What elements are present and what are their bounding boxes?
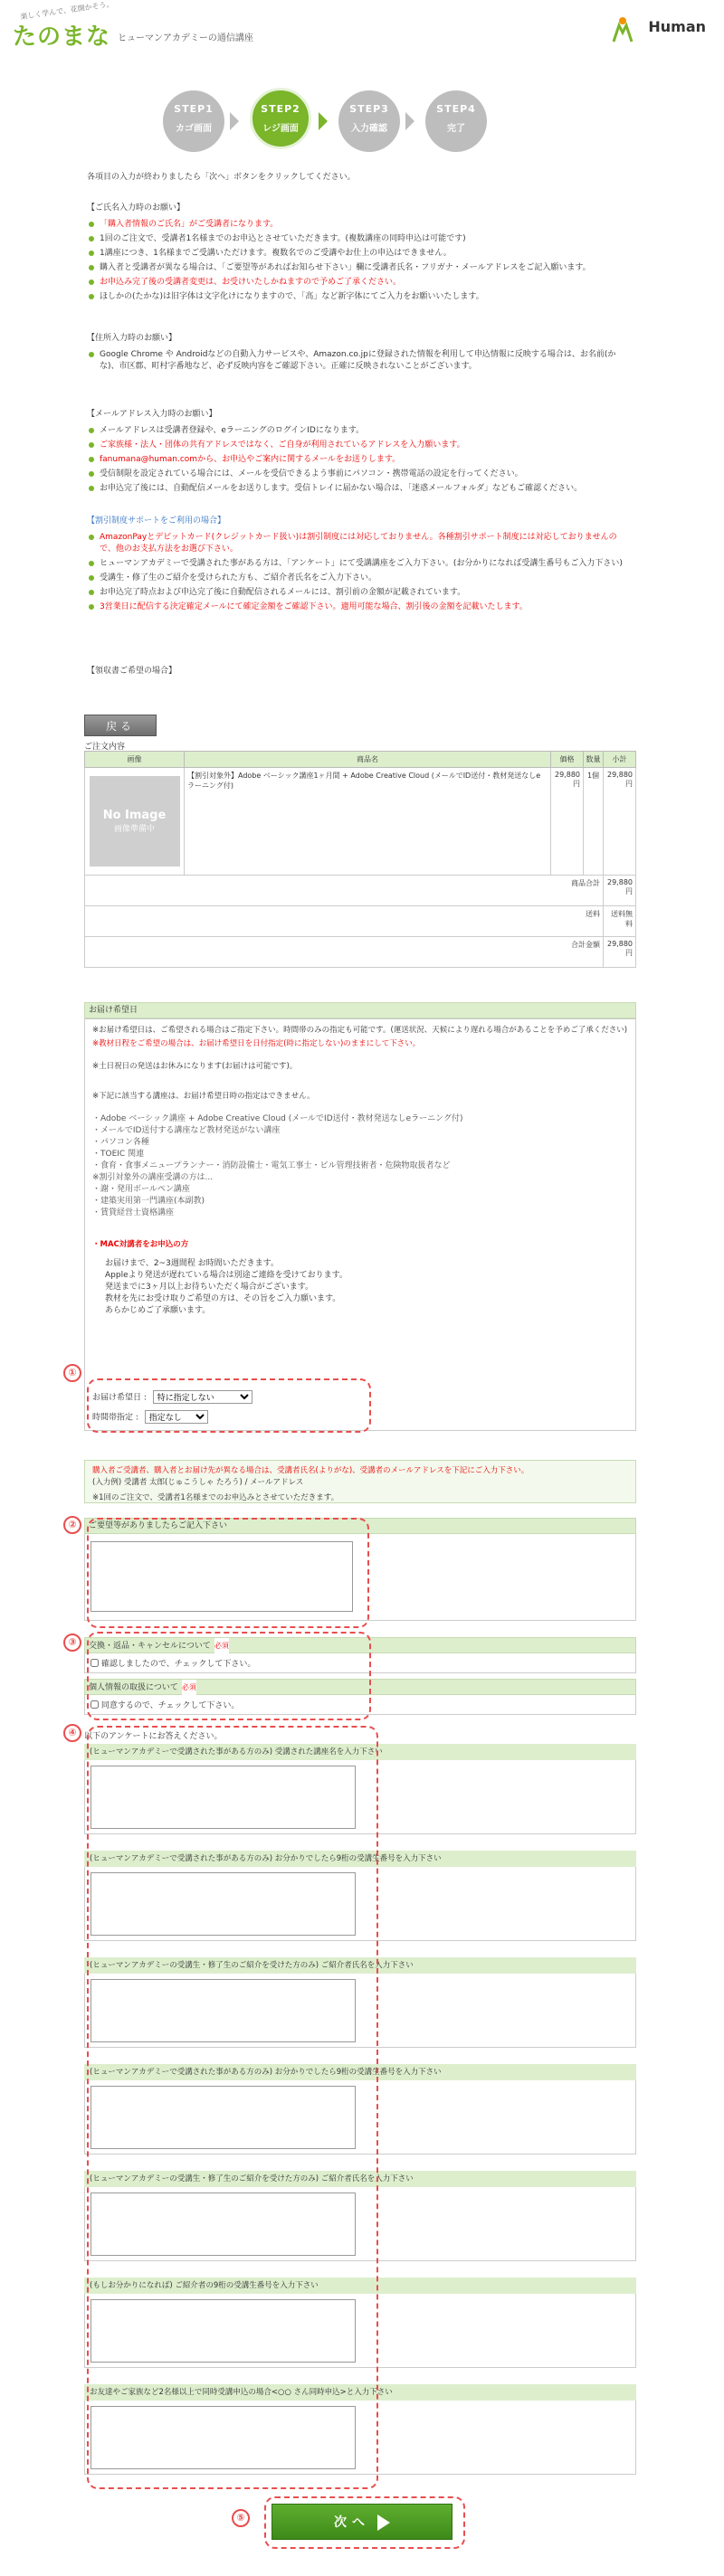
list-item: ・TOEIC 関連 bbox=[92, 1150, 145, 1159]
survey-intro: 以下のアンケートにお答えください。 bbox=[84, 1732, 223, 1741]
highlight-4 bbox=[87, 1726, 378, 2489]
table-row bbox=[85, 768, 636, 876]
buyer-notice-2: (入力例) 受講者 太郎(じゅこうしゃ たろう) / メールアドレス bbox=[92, 1478, 304, 1487]
consent-cancel-text: 確認しましたので、チェックして下さい。 bbox=[100, 1660, 256, 1669]
col-price: 価格 bbox=[551, 752, 584, 768]
no-image-placeholder: No Image 画像準備中 bbox=[90, 776, 180, 867]
step-1: STEP1 カゴ画面 bbox=[163, 90, 224, 152]
orders-label: ご注文内容 bbox=[84, 743, 126, 752]
product-image-cell bbox=[85, 768, 185, 876]
note-item: 受信制限を設定されている場合には、メールを受信できるよう事前にパソコン・携帯電話の設定を行ってください。 bbox=[87, 469, 630, 480]
survey-question-7: お友達やご家族など2名様以上で同時受講申込の場合<○○ さん同時申込>と入力下さい bbox=[84, 2384, 636, 2401]
list-item: あらかじめご了承願います。 bbox=[105, 1306, 211, 1315]
list-item: ・Adobe ベーシック講座 + Adobe Creative Cloud (メールでID送付・教材発送なしeラーニング付) bbox=[92, 1114, 463, 1123]
list-item: ・食育・食事メニュープランナー・消防設備士・電気工事士・ビル管理技術者・危険物取扱者など bbox=[92, 1161, 451, 1170]
delivery-time-row: 時間帯指定 : 指定なし bbox=[92, 1410, 208, 1424]
delivery-exclusion-list bbox=[92, 1113, 628, 1219]
next-button[interactable]: 次へ bbox=[272, 2504, 452, 2540]
grand-total-row bbox=[85, 937, 636, 968]
note-item: ヒューマンアカデミーで受講された事がある方は、「アンケート」にて受講講座をご入力下さい。(お分かりになれば受講生番号もご入力下さい) bbox=[87, 558, 630, 570]
lead-text: 各項目の入力が終わりましたら「次へ」ボタンをクリックしてください。 bbox=[87, 173, 356, 182]
note-item: AmazonPayとデビットカード(クレジットカード扱い)は割引制度には対応しておりません。各種割引サポート制度には対応しておりませんので、他のお支払方法をお選び下さい。 bbox=[87, 532, 630, 555]
product-subtotal: 29,880円 bbox=[604, 768, 636, 876]
step-4: STEP4 完了 bbox=[425, 90, 487, 152]
note-item: ほしかの(たかな)は旧字体は文字化けになりますので、「高」など新字体にてご入力をお願いいたします。 bbox=[87, 291, 630, 303]
note-item: 1回のご注文で、受講者1名様までのお申込とさせていただきます。(複数講座の同時申込は可能です) bbox=[87, 233, 630, 245]
survey-question-6: (もしお分かりになれば) ご紹介者の9桁の受講生番号を入力下さい bbox=[84, 2278, 636, 2294]
delivery-note-2: ※教材日程をご希望の場合は、お届け希望日を日付指定(時に指定しない)のままにして下さい。 bbox=[92, 1039, 421, 1048]
mac-title: ・MAC対講者をお申込の方 bbox=[92, 1240, 189, 1249]
survey-question-5: (ヒューマンアカデミーの受講生・修了生のご紹介を受けた方のみ) ご紹介者氏名を入力下さい bbox=[84, 2171, 636, 2187]
step-arrow bbox=[405, 112, 414, 130]
step-arrow bbox=[319, 112, 328, 130]
note-item: 「購入者情報のご氏名」がご受講者になります。 bbox=[87, 219, 630, 231]
list-item: ・パソコン各種 bbox=[92, 1138, 149, 1147]
survey-question-1: (ヒューマンアカデミーで受講された事がある方のみ) 受講された講座名を入力下さい bbox=[84, 1744, 636, 1760]
note-item: 購入者と受講者が異なる場合は、「ご要望等があればお知らせ下さい」欄に受講者氏名・フリガナ・メールアドレスをご記入願います。 bbox=[87, 262, 630, 274]
back-button[interactable]: 戻る bbox=[84, 715, 157, 736]
section-address-notes: 【住所入力時のお願い】 Google Chrome や Androidなどの自動入力サービスや、Amazon.co.jpに登録された情報を利用して申込情報に反映する場合は、お名前(かな)、市区郡、町村字番地など、必ず反映内容をご確認下さい。正確に反映されないことがございます。 bbox=[87, 331, 630, 375]
list-item: ・賃貸経営士資格講座 bbox=[92, 1208, 175, 1217]
survey-question-4: (ヒューマンアカデミーで受講された事がある方のみ) お分かりでしたら9桁の受講生番号を入力下さい bbox=[84, 2064, 636, 2080]
shipping-label: 送料 bbox=[85, 906, 604, 937]
list-item: ※割引対象外の講座受講の方は... bbox=[92, 1173, 214, 1182]
list-item: 発送までに3ヶ月以上お待ちいただく場合がございます。 bbox=[105, 1283, 314, 1292]
highlight-5 bbox=[264, 2496, 465, 2549]
list-item: ・建築実用第一門講座(本副教) bbox=[92, 1197, 205, 1206]
marker-2: ② bbox=[63, 1516, 81, 1534]
note-item: fanumana@human.comから、お申込やご案内に関するメールをお送りします。 bbox=[87, 454, 630, 466]
step-indicator bbox=[163, 90, 543, 145]
note-item: お申込完了時点および申込完了後に自動配信されるメールには、割引前の金額が記載されています。 bbox=[87, 587, 630, 599]
highlight-2 bbox=[87, 1518, 369, 1628]
site-header bbox=[0, 0, 724, 63]
buyer-notice-3: ※1回のご注文で、受講者1名様までのお申込みとさせていただきます。 bbox=[92, 1493, 339, 1502]
buyer-notice-1: 購入者ご受講者、購入者とお届け先が異なる場合は、受講者氏名(よりがな)、受講者のメールアドレスを下記にご入力下さい。 bbox=[92, 1466, 529, 1475]
col-image: 画像 bbox=[85, 752, 185, 768]
logo-subtitle: ヒューマンアカデミーの通信講座 bbox=[118, 33, 253, 43]
col-qty: 数量 bbox=[584, 752, 604, 768]
goods-total-label: 商品合計 bbox=[85, 876, 604, 906]
note-item: メールアドレスは受講者登録や、eラーニングのログインIDになります。 bbox=[87, 425, 630, 437]
order-table bbox=[84, 751, 636, 968]
marker-4: ④ bbox=[63, 1724, 81, 1742]
note-item: Google Chrome や Androidなどの自動入力サービスや、Amazon.co.jpに登録された情報を利用して申込情報に反映する場合は、お名前(かな)、市区郡、町村字番地など、必ず反映内容をご確認下さい。正確に反映されないことがございます。 bbox=[87, 349, 630, 373]
note-item: お申込完了後には、自動配信メールをお送りします。受信トレイに届かない場合は、「迷惑メールフォルダ」などもご確認ください。 bbox=[87, 483, 630, 495]
list-item: 教材を先にお受け取りご希望の方は、その旨をご入力願います。 bbox=[105, 1294, 341, 1303]
product-name: 【割引対象外】Adobe ベーシック講座1ヶ月間 + Adobe Creative Cloud (メールでID送付・教材発送なしeラーニング付) bbox=[185, 768, 551, 876]
note-item: 受講生・修了生のご紹介を受けられた方も、ご紹介者氏名をご入力下さい。 bbox=[87, 573, 630, 584]
highlight-3 bbox=[87, 1632, 371, 1720]
list-item: Appleより発送が遅れている場合は別途ご連絡を受けております。 bbox=[105, 1271, 348, 1280]
delivery-note-3: ※土日祝日の発送はお休みになります(お届けは可能です)。 bbox=[92, 1062, 298, 1071]
section-receipt-notes: 【領収書ご希望の場合】 bbox=[87, 667, 177, 676]
step-arrow bbox=[230, 112, 239, 130]
note-item: お申込み完了後の受講者変更は、お受けいたしかねますので予めご了承ください。 bbox=[87, 277, 630, 289]
section-name-notes: 【ご氏名入力時のお願い】 「購入者情報のご氏名」がご受講者になります。 1回のご注文で、受講者1名様までのお申込とさせていただきます。(複数講座の同時申込は可能です) 1講座につき、1名様までご受講いただけます。複数名でのご受講やお仕上の申込はできません。 購入者と受講者が異なる場合は、「ご要望等があればお知らせ下さい」欄に受講者氏名・フリガナ・メールアドレスをご記入願います。 お申込み完了後の受講者変更は、お受けいたしかねますので予めご了承ください。 ほしかの(たかな)は旧字体は文字化けになりますので、「高」など新字体にてご入力をお願いいたします。 bbox=[87, 201, 630, 306]
brand-name: Human bbox=[648, 18, 706, 35]
consent-cancel-header: 交換・返品・キャンセルについて 必須 bbox=[84, 1637, 636, 1653]
request-header: ご要望等がありましたらご記入下さい bbox=[84, 1518, 636, 1534]
note-item: ご家族様・法人・団体の共有アドレスではなく、ご自身が利用されているアドレスを入力願います。 bbox=[87, 440, 630, 451]
marker-1: ① bbox=[63, 1364, 81, 1382]
consent-privacy-header: 個人情報の取扱について 必須 bbox=[84, 1679, 636, 1695]
product-qty: 1個 bbox=[584, 768, 604, 876]
shipping-value: 送料無料 bbox=[604, 906, 636, 937]
col-product: 商品名 bbox=[185, 752, 551, 768]
shipping-row bbox=[85, 906, 636, 937]
marker-5: ⑤ bbox=[232, 2509, 250, 2527]
product-price: 29,880円 bbox=[551, 768, 584, 876]
required-badge: 必須 bbox=[214, 1638, 229, 1653]
grand-total-value: 29,880円 bbox=[604, 937, 636, 968]
delivery-date-row: お届け希望日 : 特に指定しない bbox=[92, 1390, 252, 1404]
survey-question-2: (ヒューマンアカデミーで受講された事がある方のみ) お分かりでしたら9桁の受講生番号を入力下さい bbox=[84, 1851, 636, 1867]
step-2: STEP2 レジ画面 bbox=[250, 88, 311, 149]
survey-question-3: (ヒューマンアカデミーの受講生・修了生のご紹介を受けた方のみ) ご紹介者氏名を入力下さい bbox=[84, 1957, 636, 1974]
col-subtotal: 小計 bbox=[604, 752, 636, 768]
required-badge: 必須 bbox=[182, 1680, 196, 1695]
list-item: ・メールでID送付する講座など教材発送がない講座 bbox=[92, 1126, 281, 1135]
grand-total-label: 合計金額 bbox=[85, 937, 604, 968]
human-logo-icon bbox=[612, 16, 634, 43]
section-discount-notes: 【割引制度サポートをご利用の場合】 AmazonPayとデビットカード(クレジットカード扱い)は割引制度には対応しておりません。各種割引サポート制度には対応しておりませんので、他のお支払方法をお選び下さい。 ヒューマンアカデミーで受講された事がある方は、「アンケート」にて受講講座をご入力下さい。(お分かりになれば受講生番号もご入力下さい) 受講生・修了生のご紹介を受けられた方も、ご紹介者氏名をご入力下さい。 お申込完了時点および申込完了後に自動配信されるメールには、割引前の金額が記載されています。 3営業日に配信する決定確定メールにて確定金額をご確認下さい。適用可能な場合、割引後の金額を記載いたします。 bbox=[87, 514, 630, 616]
site-logo[interactable]: たのまな bbox=[13, 24, 111, 51]
consent-privacy-text: 同意するので、チェックして下さい。 bbox=[100, 1701, 240, 1710]
list-item: ・謝・発用ボールペン講座 bbox=[92, 1185, 190, 1194]
delivery-note-1: ※お届け希望日は、ご希望される場合はご指定下さい。時間帯のみの指定も可能です。(運送状況、天候により遅れる場合があることを予めご了承ください) bbox=[92, 1026, 628, 1035]
goods-total-value: 29,880円 bbox=[604, 876, 636, 906]
marker-3: ③ bbox=[63, 1634, 81, 1652]
delivery-header: お届け希望日 bbox=[84, 1002, 636, 1018]
goods-total-row bbox=[85, 876, 636, 906]
buyer-notice bbox=[84, 1460, 636, 1503]
section-email-notes: 【メールアドレス入力時のお願い】 メールアドレスは受講者登録や、eラーニングのログインIDになります。 ご家族様・法人・団体の共有アドレスではなく、ご自身が利用されているアドレスを入力願います。 fanumana@human.comから、お申込やご案内に関するメールをお送りします。 受信制限を設定されている場合には、メールを受信できるよう事前にパソコン・携帯電話の設定を行ってください。 お申込完了後には、自動配信メールをお送りします。受信トレイに届かない場合は、「迷惑メールフォルダ」などもご確認ください。 bbox=[87, 407, 630, 497]
logo-tagline: 楽しく学んで、花開かそう。 bbox=[19, 0, 114, 22]
list-item: お届けまで、2~3週間程 お時間いただきます。 bbox=[105, 1259, 279, 1268]
delivery-panel bbox=[84, 1018, 636, 1431]
note-item: 1講座につき、1名様までご受講いただけます。複数名でのご受講やお仕上の申込はできません。 bbox=[87, 248, 630, 260]
step-3: STEP3 入力確認 bbox=[338, 90, 400, 152]
highlight-1 bbox=[87, 1378, 371, 1433]
delivery-note-4: ※下記に該当する講座は、お届け希望日時の指定はできません。 bbox=[92, 1092, 315, 1101]
mac-text bbox=[92, 1258, 628, 1317]
note-item: 3営業日に配信する決定確定メールにて確定金額をご確認下さい。適用可能な場合、割引後の金額を記載いたします。 bbox=[87, 601, 630, 613]
